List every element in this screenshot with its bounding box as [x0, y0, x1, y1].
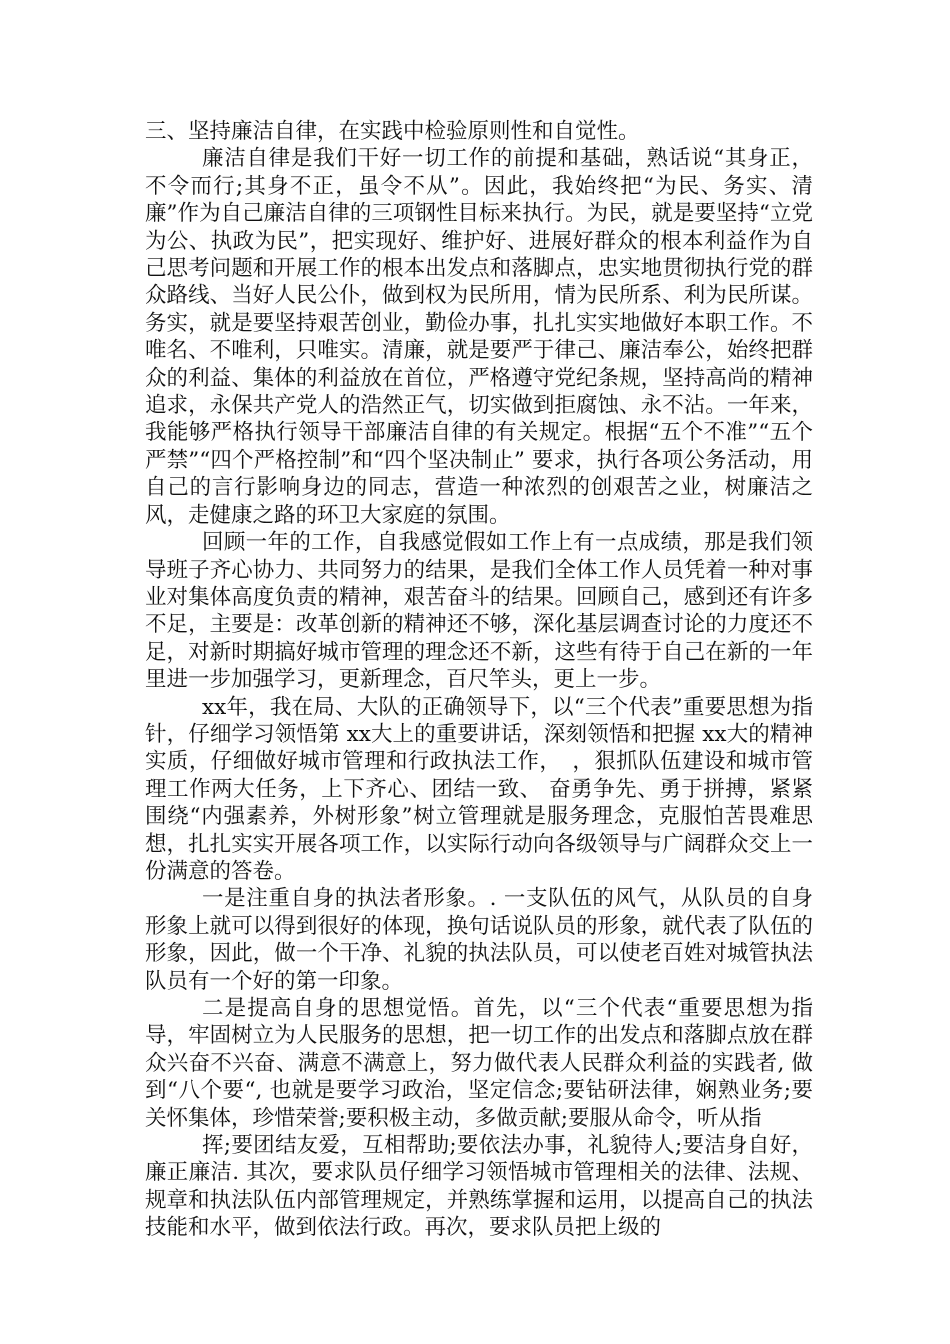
paragraph-continuation: 挥;要团结友爱，互相帮助;要依法办事，礼貌待人;要洁身自好，廉正廉洁. 其次，要求队员仔细学习领悟城市管理相关的法律、法规、规章和执法队伍内部管理规定，并熟练掌握和运用，以提高自己的执法技能和水平，做到依法行政。再次，要求队员把上级的: [145, 1133, 813, 1241]
section-heading: 三、坚持廉洁自律，在实践中检验原则性和自觉性。: [145, 119, 640, 144]
paragraph-year-summary: xx年，我在局、大队的正确领导下，以“三个代表”重要思想为指针，仔细学习领悟第 xx大上的重要讲话，深刻领悟和把握 xx大的精神实质，仔细做好城市管理和行政执法工作， ，狠抓队伍建设和城市管理工作两大任务，上下齐心、团结一致、 奋勇争先、勇于拼搏，紧紧围绕“内强素养，外树形象”树立管理就是服务理念，克服怕苦畏难思想，扎扎实实开展各项工作，以实际行动向各级领导与广阔群众交上一份满意的答卷。: [145, 694, 813, 884]
document-page: [145, 118, 813, 1242]
paragraph-point-one: 一是注重自身的执法者形象。. 一支队伍的风气，从队员的自身形象上就可以得到很好的体现，换句话说队员的形象，就代表了队伍的形象，因此，做一个干净、礼貌的执法队员，可以使老百姓对城管执法队员有一个好的第一印象。: [145, 886, 813, 994]
paragraph-review: 回顾一年的工作，自我感觉假如工作上有一点成绩，那是我们领导班子齐心协力、共同努力的结果，是我们全体工作人员凭着一种对事业对集体高度负责的精神，艰苦奋斗的结果。回顾自己，感到还有许多不足，主要是：改革创新的精神还不够，深化基层调查讨论的力度还不足，对新时期搞好城市管理的理念还不新，这些有待于自己在新的一年里进一步加强学习，更新理念，百尺竿头，更上一步。: [145, 530, 813, 693]
paragraph-point-two: 二是提高自身的思想觉悟。首先，以“三个代表“重要思想为指导，牢固树立为人民服务的思想，把一切工作的出发点和落脚点放在群众兴奋不兴奋、满意不满意上，努力做代表人民群众利益的实践者, 做到“八个要“, 也就是要学习政治，坚定信念;要钻研法律，娴熟业务;要关怀集体，珍惜荣誉;要积极主动，多做贡献;要服从命令，听从指: [145, 996, 813, 1131]
paragraph-integrity: 廉洁自律是我们干好一切工作的前提和基础，熟话说“其身正，不令而行;其身不正，虽令不从”。因此，我始终把“为民、务实、清廉”作为自己廉洁自律的三项钢性目标来执行。为民，就是要坚持“立党为公、执政为民”，把实现好、维护好、进展好群众的根本利益作为自己思考问题和开展工作的根本出发点和落脚点，忠实地贯彻执行党的群众路线、当好人民公仆，做到权为民所用，情为民所系、利为民所谋。务实，就是要坚持艰苦创业，勤俭办事，扎扎实实地做好本职工作。不唯名、不唯利，只唯实。清廉，就是要严于律己、廉洁奉公，始终把群众的利益、集体的利益放在首位，严格遵守党纪条规，坚持高尚的精神追求，永保共产党人的浩然正气，切实做到拒腐蚀、永不沾。一年来，我能够严格执行领导干部廉洁自律的有关规定。根据“五个不准”“五个严禁”“四个严格控制”和“四个坚决制止” 要求，执行各项公务活动，用自己的言行影响身边的同志，营造一种浓烈的创艰苦之业，树廉洁之风，走健康之路的环卫大家庭的氛围。: [145, 146, 813, 528]
